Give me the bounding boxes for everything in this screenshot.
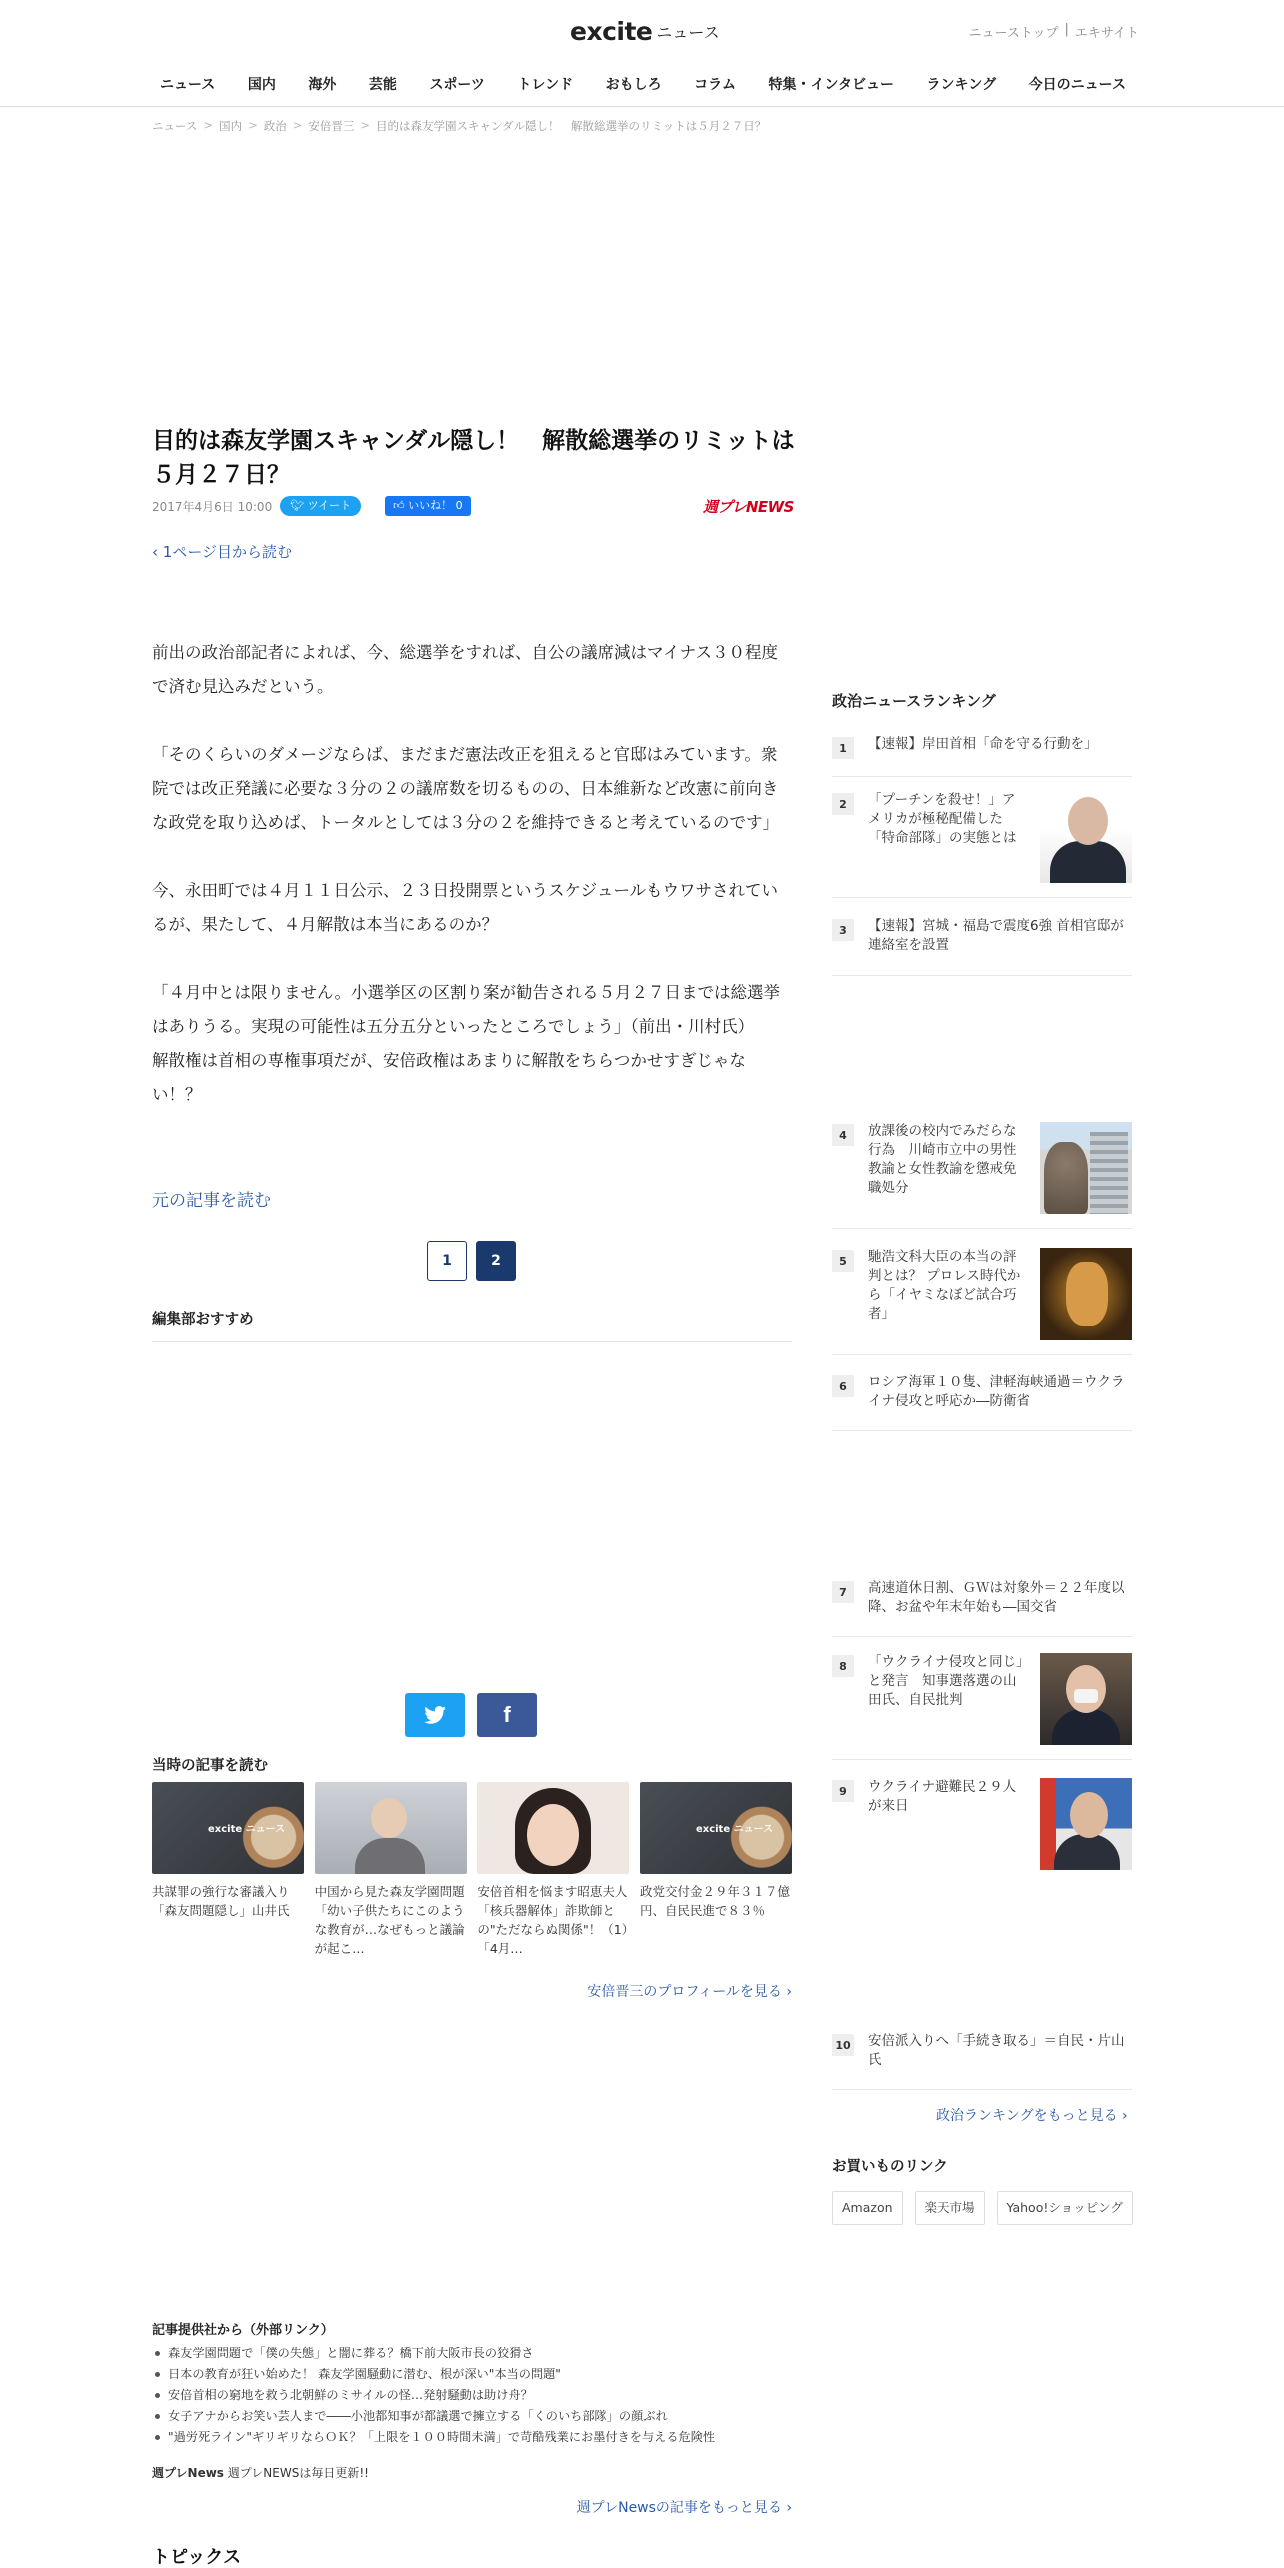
provider-note [152, 2464, 369, 2481]
profile-link-label: 安倍晋三のプロフィールを見る [587, 1984, 782, 2000]
rank-title: 放課後の校内でみだらな行為 川崎市立中の男性教諭と女性教諭を懲戒免職処分 [868, 1123, 1017, 1196]
pagination [427, 1241, 516, 1281]
ranking-item[interactable] [832, 1248, 1132, 1355]
nav-item-today[interactable]: 今日のニュース [1028, 77, 1126, 93]
rank-number: 2 [832, 793, 854, 815]
more-ranking-label: 政治ランキングをもっと見る [936, 2108, 1118, 2124]
rank-title: 馳浩文科大臣の本当の評判とは？ プロレス時代から「イヤミなぼど試合巧者」 [868, 1249, 1021, 1322]
share-buttons [405, 1693, 537, 1737]
rank-title: 高速道休日割、ＧＷは対象外＝２２年度以降、お盆や年末年始も―国交省 [868, 1580, 1125, 1615]
more-provider-label: 週プレNewsの記事をもっと見る [576, 2500, 782, 2516]
logo-news-label: ニュース [656, 22, 720, 42]
ranking-item[interactable] [832, 917, 1132, 976]
rank-title: ウクライナ避難民２９人が来日 [868, 1779, 1017, 1814]
external-links-list [152, 2343, 792, 2448]
topics-heading: トピックス [152, 2547, 242, 2568]
facebook-like-button[interactable] [385, 496, 471, 516]
thumbs-up-icon: 👍︎ [393, 499, 405, 512]
chevron-right-icon: › [786, 2500, 792, 2516]
nav-item-trend[interactable]: トレンド [517, 77, 574, 93]
breadcrumb-separator: > [203, 118, 214, 132]
rank-number: 8 [832, 1655, 854, 1677]
read-from-page-1-link[interactable] [152, 541, 292, 562]
rank-number: 7 [832, 1581, 854, 1603]
page-1-button[interactable]: 1 [427, 1241, 467, 1281]
breadcrumb-separator: > [360, 118, 370, 132]
related-thumbnail [640, 1782, 792, 1874]
facebook-icon: f [503, 1702, 511, 1727]
breadcrumb-item[interactable]: ニュース [152, 119, 198, 133]
read-original-link[interactable]: 元の記事を読む [152, 1191, 271, 1211]
excite-news-logo[interactable] [570, 14, 720, 48]
external-link[interactable]: 日本の教育が狂い始めた！ 森友学園騒動に潜む、根が深い"本当の問題" [152, 2364, 792, 2385]
rank-title: 【速報】宮城・福島で震度6強 首相官邸が連絡室を設置 [868, 918, 1124, 953]
rank-number: 6 [832, 1375, 854, 1397]
site-header [0, 0, 1284, 107]
related-card[interactable] [640, 1782, 792, 1958]
like-label: いいね！ 0 [408, 499, 463, 512]
rank-title: 【速報】岸田首相「命を守る行動を」 [868, 736, 1098, 752]
ranking-item[interactable] [832, 1373, 1132, 1431]
ranking-item[interactable] [832, 1653, 1132, 1760]
related-title: 安倍首相を悩ます昭恵夫人「核兵器解体」詐欺師との"ただならぬ関係"！（1）「4月… [477, 1884, 629, 1956]
read-from-page-1-label: 1ページ目から読む [162, 543, 293, 561]
ranking-item[interactable] [832, 791, 1132, 898]
ranking-thumbnail [1040, 1248, 1132, 1340]
rank-number: 5 [832, 1250, 854, 1272]
twitter-share-button[interactable] [405, 1693, 465, 1737]
nav-item-entertainment[interactable]: 芸能 [368, 77, 397, 93]
rank-number: 9 [832, 1780, 854, 1802]
top-links [969, 22, 1139, 41]
nav-item-domestic[interactable]: 国内 [247, 77, 276, 93]
rank-number: 3 [832, 919, 854, 941]
top-links-divider: | [1064, 22, 1069, 37]
thumbnail-watermark: excite ニュース [695, 1824, 774, 1835]
nav-item-funny[interactable]: おもしろ [605, 77, 662, 93]
excite-site-link[interactable]: エキサイト [1074, 26, 1139, 41]
excite-logo-mark: excite [570, 16, 653, 46]
rank-title: 「プーチンを殺せ！」アメリカが極秘配備した「特命部隊」の実態とは [868, 792, 1017, 846]
editor-pick-heading: 編集部おすすめ [152, 1308, 792, 1342]
chevron-right-icon: › [1122, 2108, 1128, 2124]
related-title: 中国から見た森友学園問題「幼い子供たちにこのような教育が…なぜもっと議論が起こ… [314, 1884, 465, 1956]
rank-title: 安倍派入りへ「手続き取る」＝自民・片山氏 [868, 2033, 1125, 2068]
more-provider-link[interactable] [577, 2497, 792, 2517]
related-card[interactable] [477, 1782, 629, 1958]
tweet-button[interactable] [280, 496, 361, 516]
nav-item-ranking[interactable]: ランキング [926, 77, 997, 93]
article-paragraph: 「４月中とは限りません。小選挙区の区割り案が勧告される５月２７日までは総選挙はありうる。実現の可能性は五分五分といったところでしょう」（前出・川村氏） [152, 983, 780, 1036]
profile-link[interactable] [587, 1981, 792, 2001]
ranking-item[interactable] [832, 1778, 1132, 1888]
breadcrumb [152, 118, 766, 134]
chevron-left-icon: ‹ [152, 543, 158, 561]
nav-item-world[interactable]: 海外 [308, 77, 337, 93]
breadcrumb-current: 目的は森友学園スキャンダル隠し！ 解散総選挙のリミットは５月２７日？ [376, 119, 767, 133]
ranking-thumbnail [1040, 1122, 1132, 1214]
shopping-links-heading: お買いものリンク [832, 2159, 948, 2175]
source-logo[interactable]: 週プレNEWS [702, 497, 794, 516]
chevron-right-icon: › [786, 1984, 792, 2000]
article-date: 2017年4月6日 10:00 [152, 499, 273, 514]
ranking-thumbnail [1040, 1653, 1132, 1745]
related-thumbnail [315, 1782, 467, 1874]
ranking-heading: 政治ニュースランキング [832, 692, 996, 710]
article-paragraph: 「そのくらいのダメージならば、まだまだ憲法改正を狙えると官邸はみています。衆院では改正発議に必要な３分の２の議席数を切るものの、日本維新など改憲に前向きな政党を取り込めば、トータルとしては３分の２を維持できると考えているのです」 [152, 745, 779, 832]
related-articles [152, 1782, 792, 1958]
external-link[interactable]: "過労死ライン"ギリギリならＯＫ？「上限を１００時間未満」で苛酷残業にお墨付きを与える危険性 [152, 2427, 792, 2448]
rank-title: ロシア海軍１０隻、津軽海峡通過＝ウクライナ侵攻と呼応か―防衛省 [868, 1374, 1125, 1409]
ranking-thumbnail [1040, 791, 1132, 883]
nav-item-column[interactable]: コラム [694, 77, 737, 93]
breadcrumb-item[interactable]: 国内 [219, 119, 243, 133]
related-thumbnail [152, 1782, 304, 1874]
news-top-link[interactable]: ニューストップ [968, 26, 1059, 41]
related-title: 政党交付金２９年３１７億円、自民民進で８３％ [639, 1884, 790, 1918]
related-card[interactable] [315, 1782, 467, 1958]
ranking-thumbnail [1040, 1778, 1132, 1870]
more-ranking-link[interactable] [936, 2105, 1128, 2125]
breadcrumb-item[interactable]: 安倍晋三 [308, 119, 355, 133]
twitter-bird-icon [424, 1706, 446, 1724]
article-paragraph: 今、永田町では４月１１日公示、２３日投開票というスケジュールもウワサされているが、果たして、４月解散は本当にあるのか？ [152, 881, 779, 934]
ranking-item[interactable] [832, 1579, 1132, 1637]
page-2-button[interactable]: 2 [476, 1241, 516, 1281]
article-paragraph: 前出の政治部記者によれば、今、総選挙をすれば、自公の議席減はマイナス３０程度で済む見込みだという。 [152, 643, 779, 696]
nav-item-sports[interactable]: スポーツ [429, 77, 485, 93]
rank-title: 「ウクライナ侵攻と同じ」と発言 知事選落選の山田氏、自民批判 [868, 1654, 1023, 1708]
related-card[interactable] [152, 1782, 304, 1958]
facebook-share-button[interactable] [477, 1693, 537, 1737]
nav-item-features[interactable]: 特集・インタビュー [768, 77, 894, 93]
article-title: 目的は森友学園スキャンダル隠し！ 解散総選挙のリミットは５月２７日？ [152, 428, 795, 488]
tweet-label: ツイート [307, 499, 352, 512]
twitter-small-icon: 🐦︎ [290, 499, 305, 512]
related-thumbnail [477, 1782, 629, 1874]
ranking-item[interactable] [832, 2032, 1132, 2090]
provider-name[interactable]: 週プレNews [152, 2466, 224, 2480]
global-nav [148, 62, 1138, 106]
breadcrumb-separator: > [248, 118, 258, 132]
rank-number: 10 [832, 2034, 854, 2056]
thumbnail-watermark: excite ニュース [208, 1824, 286, 1835]
article-paragraph: 解散権は首相の専権事項だが、安倍政権はあまりに解散をちらつかせすぎじゃない！？ [152, 1051, 746, 1104]
related-title: 共謀罪の強行な審議入り「森友問題隠し」山井氏 [152, 1884, 290, 1918]
amazon-link[interactable]: Amazon [832, 2191, 903, 2225]
related-heading: 当時の記事を読む [152, 1758, 268, 1774]
nav-item-news[interactable]: ニュース [160, 77, 216, 93]
yahoo-shopping-link[interactable]: Yahoo!ショッピング [997, 2191, 1133, 2225]
article-body [152, 636, 792, 1112]
ranking-item[interactable] [832, 1122, 1132, 1229]
external-link[interactable]: 女子アナからお笑い芸人まで――小池都知事が都議選で擁立する「くのいち部隊」の顔ぶれ [152, 2406, 792, 2427]
article-meta [152, 495, 794, 517]
breadcrumb-item[interactable]: 政治 [263, 119, 287, 133]
shopping-links [832, 2191, 1133, 2225]
rank-number: 1 [832, 737, 854, 759]
external-link[interactable]: 森友学園問題で「僕の失態」と闇に葬る？橋下前大阪市長の狡猾さ [152, 2343, 792, 2364]
external-link[interactable]: 安倍首相の窮地を救う北朝鮮のミサイルの怪…発射騒動は助け舟？ [152, 2385, 792, 2406]
breadcrumb-separator: > [292, 118, 303, 132]
rakuten-link[interactable]: 楽天市場 [915, 2191, 985, 2225]
rank-number: 4 [832, 1124, 854, 1146]
ranking-item[interactable] [832, 735, 1132, 777]
external-links-heading: 記事提供社から（外部リンク） [152, 2323, 334, 2338]
provider-description: 週プレNEWSは毎日更新!! [227, 2466, 369, 2480]
